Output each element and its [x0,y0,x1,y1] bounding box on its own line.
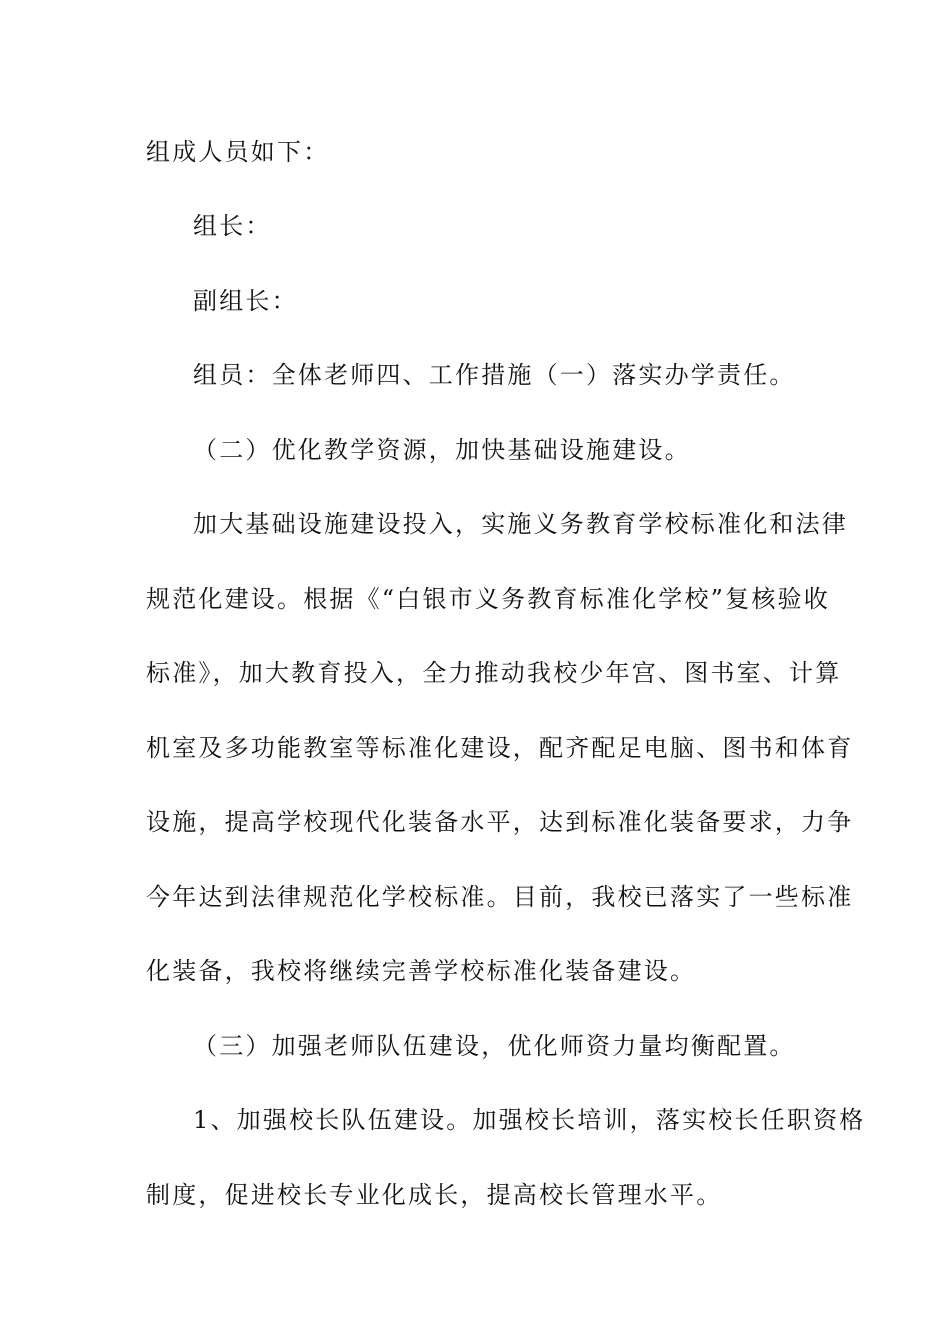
text-line-11: 今年达到法律规范化学校标准。目前，我校已落实了一些标准 [146,883,854,911]
text-line-14: 1、加强校长队伍建设。加强校长培训，落实校长任职资格 [193,1106,866,1134]
text-line-6: 加大基础设施建设投入，实施义务教育学校标准化和法律 [193,510,848,538]
text-line-9: 机室及多功能教室等标准化建设，配齐配足电脑、图书和体育 [146,734,854,762]
text-line-13: （三）加强老师队伍建设，优化师资力量均衡配置。 [193,1032,796,1060]
text-line-8: 标准》，加大教育投入，全力推动我校少年宫、图书室、计算 [146,659,842,687]
text-line-12: 化装备，我校将继续完善学校标准化装备建设。 [146,957,697,985]
text-line-10: 设施，提高学校现代化装备水平，达到标准化装备要求，力争 [146,808,854,836]
text-line-3: 副组长： [193,287,298,315]
text-line-4: 组员：全体老师四、工作措施（一）落实办学责任。 [193,361,796,389]
text-line-1: 组成人员如下： [146,138,330,166]
text-line-15: 制度，促进校长专业化成长，提高校长管理水平。 [146,1181,723,1209]
text-line-7: 规范化建设。根据《“白银市义务教育标准化学校”复核验收 [146,585,830,613]
text-line-5: （二）优化教学资源，加快基础设施建设。 [193,436,691,464]
text-line-2: 组长： [193,212,272,240]
